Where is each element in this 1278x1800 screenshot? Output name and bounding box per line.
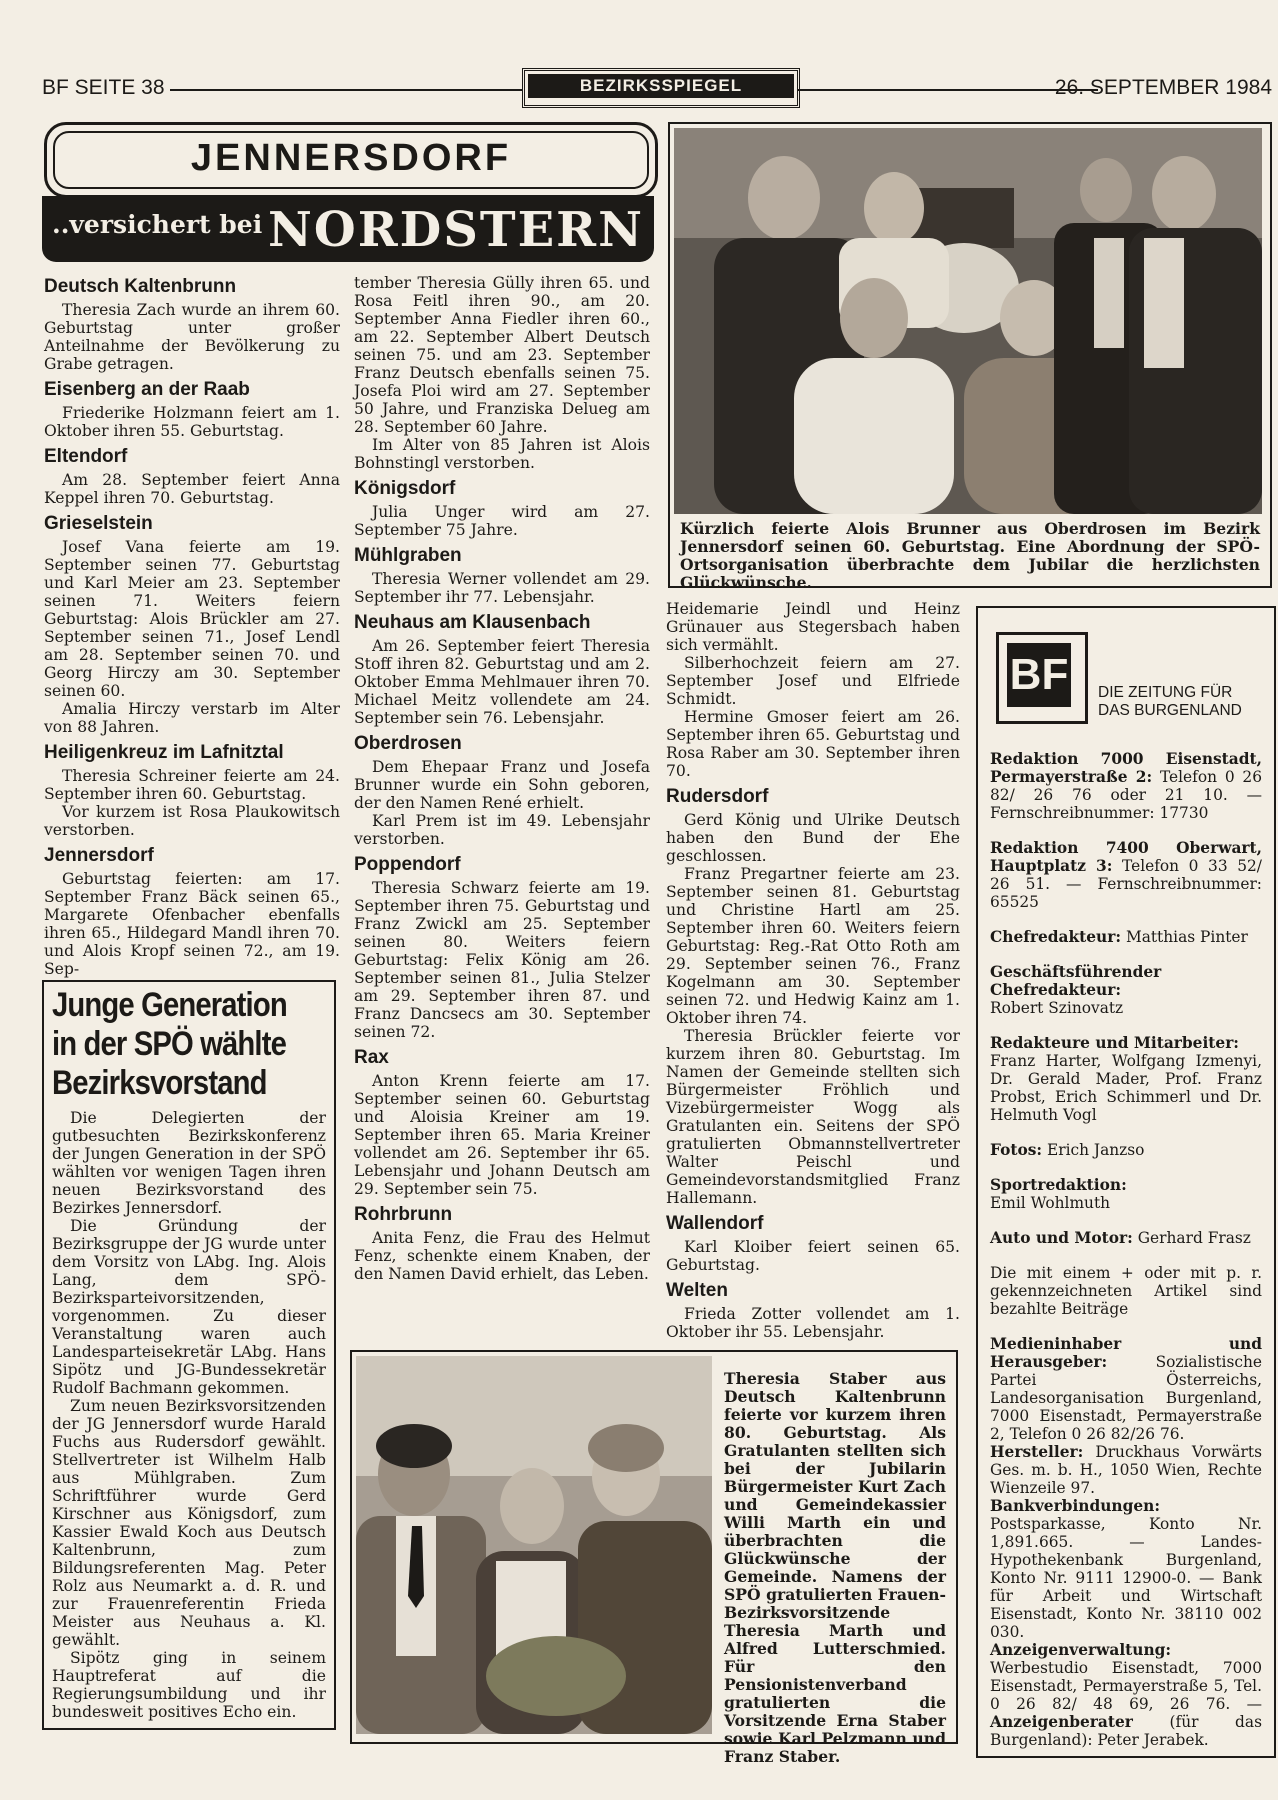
imp-value: Telefon 0 33 52/ 26 51. — Fernschreibnummer: 65525 — [990, 857, 1262, 911]
imp-label: Anzeigenverwaltung: — [990, 1641, 1172, 1659]
article-text: Zum neuen Bezirksvorsitzenden der JG Jennersdorf wurde Harald Fuchs aus Rudersdorf gewählt. Stellvertreter ist Wilhelm Halb aus Mühlgraben. Zum Schriftführer wurde Gerd Kirschner aus Königsdorf, zum Kassier Ewald Koch aus Deutsch Kaltenbrunn, zum Bildungsreferenten Mag. Peter Rolz aus Neumarkt a. d. R. und zur Frauenreferentin Frieda Meister aus Neuhaus a. Kl. gewählt. — [52, 1397, 326, 1649]
imp-label: Medieninhaber und Herausgeber: — [990, 1335, 1262, 1371]
imp-label: Redaktion 7400 Oberwart, Hauptplatz 3: — [990, 839, 1262, 875]
heading-oberdrosen: Oberdrosen — [354, 733, 462, 754]
article-text: Karl Kloiber feiert seinen 65. Geburtstag. — [666, 1238, 960, 1274]
article-text: Amalia Hirczy verstarb im Alter von 88 Jahren. — [44, 700, 340, 736]
column-2 — [354, 274, 650, 1283]
imp-label: Chefredakteur: — [990, 928, 1122, 946]
photo-bottom-caption: Theresia Staber aus Deutsch Kaltenbrunn feierte vor kurzem ihren 80. Geburtstag. Als Gratulanten stellten sich bei der Jubilarin Bürgermeister Kurt Zach und Gemeindekassier Willi Marth ein und überbrachten die Glückwünsche der Gemeinde. Namens der SPÖ gratulierten Frauen-Bezirksvorsitzende Theresia Marth und Alfred Lutterschmied. Für den Pensionistenverband gratulierten die Vorsitzende Erna Staber sowie Karl Pelzmann und Franz Staber. — [724, 1369, 946, 1766]
photo-top-image — [674, 128, 1262, 514]
banner-title: JENNERSDORF — [53, 131, 649, 189]
article-text: Silberhochzeit feiern am 27. September Josef und Elfriede Schmidt. — [666, 654, 960, 708]
heading-poppendorf: Poppendorf — [354, 854, 461, 875]
jg-headline: Junge Generation in der SPÖ wählte Bezirksvorstand — [52, 986, 287, 1102]
imp-value: Sozialistische Partei Österreichs, Landesorganisation Burgenland, 7000 Eisenstadt, Permayerstraße 2, Telefon 0 26 82/26 76. — [990, 1353, 1262, 1443]
imp-value: Robert Szinovatz — [990, 999, 1124, 1017]
article-text: Dem Ehepaar Franz und Josefa Brunner wurde ein Sohn geboren, der den Namen René erhielt. — [354, 758, 650, 812]
issue-date: 26. SEPTEMBER 1984 — [1054, 76, 1272, 99]
sponsor-name: NORDSTERN — [268, 202, 644, 258]
imp-note: Die mit einem + oder mit p. r. gekennzeichneten Artikel sind bezahlte Beiträge — [990, 1264, 1262, 1318]
article-text: Am 26. September feiert Theresia Stoff ihren 82. Geburtstag und am 2. Oktober Emma Mehlmauer ihren 70. Michael Meitz vollendete am 24. September sein 76. Lebensjahr. — [354, 637, 650, 727]
article-text: Friederike Holzmann feiert am 1. Oktober ihren 55. Geburtstag. — [44, 404, 340, 440]
page-header — [42, 68, 1274, 108]
banner-title-box — [44, 122, 658, 198]
sponsor-banner — [42, 196, 654, 262]
article-text: Im Alter von 85 Jahren ist Alois Bohnstingl verstorben. — [354, 436, 650, 472]
article-text: Karl Prem ist im 49. Lebensjahr verstorben. — [354, 812, 650, 848]
article-text: Frieda Zotter vollendet am 1. Oktober ihr 55. Lebensjahr. — [666, 1305, 960, 1341]
heading-rudersdorf: Rudersdorf — [666, 786, 769, 807]
article-text: Sipötz ging in seinem Hauptreferat auf die Regierungsumbildung und ihr bundesweit positives Echo ein. — [52, 1649, 326, 1721]
article-text: Theresia Schreiner feierte am 24. September ihren 60. Geburtstag. — [44, 767, 340, 803]
column-1 — [44, 276, 340, 978]
impressum-text — [990, 750, 1262, 1749]
heading-welten: Welten — [666, 1280, 728, 1301]
photo-bottom-image — [356, 1356, 712, 1734]
article-text: Am 28. September feiert Anna Keppel ihren 70. Geburtstag. — [44, 471, 340, 507]
heading-jennersdorf: Jennersdorf — [44, 845, 154, 866]
article-text: Heidemarie Jeindl und Heinz Grünauer aus Stegersbach haben sich vermählt. — [666, 600, 960, 654]
sponsor-prefix: ..versichert bei — [52, 210, 263, 239]
imp-label: Redaktion 7000 Eisenstadt, Permayerstraße 2: — [990, 750, 1262, 786]
heading-eltendorf: Eltendorf — [44, 446, 128, 467]
group-photo-brunner — [674, 128, 1262, 514]
imp-value: Druckhaus Vorwärts Ges. m. b. H., 1050 Wien, Rechte Wienzeile 97. — [990, 1443, 1262, 1497]
article-text: Die Delegierten der gutbesuchten Bezirkskonferenz der Jungen Generation in der SPÖ wählten vor wenigen Tagen ihren neuen Bezirksvorstand des Bezirkes Jennersdorf. — [52, 1109, 326, 1217]
imp-label: Bankverbindungen: — [990, 1497, 1161, 1515]
photo-bottom-frame — [350, 1350, 958, 1766]
column-3 — [666, 600, 960, 1341]
jg-article-box — [42, 980, 336, 1730]
impressum-box — [976, 606, 1276, 1758]
article-text: Theresia Zach wurde an ihrem 60. Geburtstag unter großer Anteilnahme der Bevölkerung zu Grabe getragen. — [44, 301, 340, 373]
article-text: Hermine Gmoser feiert am 26. September ihren 65. Geburtstag und Rosa Raber am 30. September ihren 70. — [666, 708, 960, 780]
group-photo-staber — [356, 1356, 712, 1734]
article-text: Theresia Werner vollendet am 29. September ihr 77. Lebensjahr. — [354, 570, 650, 606]
imp-value: Werbestudio Eisenstadt, 7000 Eisenstadt, Permayerstraße 5, Tel. 0 26 82/ 48 69, 26 76. — — [990, 1659, 1262, 1713]
article-text: Die Gründung der Bezirksgruppe der JG wurde unter dem Vorsitz von LAbg. Ing. Alois Lang, dem SPÖ-Bezirksparteivorsitzenden, vorgenommen. Zu dieser Veranstaltung waren auch Landesparteisekretär LAbg. Hans Sipötz und JG-Bundessekretär Rudolf Bachmann gekommen. — [52, 1217, 326, 1397]
imp-value: Telefon 0 26 82/ 26 76 oder 21 10. — Fernschreibnummer: 17730 — [990, 768, 1262, 822]
heading-grieselstein: Grieselstein — [44, 513, 153, 534]
imp-value: Erich Janzso — [1046, 1141, 1145, 1159]
article-text: Franz Pregartner feierte am 23. September seinen 81. Geburtstag und Christine Hartl am 25. September ihren 60. Weiters feiern Geburtstag: Reg.-Rat Otto Roth am 29. September seinen 76., Franz Kogelmann am 30. September seinen 72. und Hedwig Kainz am 1. Oktober ihren 74. — [666, 865, 960, 1027]
imp-value: Postsparkasse, Konto Nr. 1,891.665. — Landes-Hypothekenbank Burgenland, Konto Nr. 9111 12900-0. — Bank für Arbeit und Wirtschaft Eisenstadt, Konto Nr. 38110 002 030. — [990, 1515, 1262, 1641]
heading-rax: Rax — [354, 1047, 389, 1068]
article-text: Theresia Schwarz feierte am 19. September ihren 75. Geburtstag und Franz Zwickl am 25. September seinen 80. Weiters feiern Geburtstag: Felix König am 26. September seinen 81., Julia Stelzer am 29. September ihren 87. und Franz Dancsecs am 30. September seinen 72. — [354, 879, 650, 1041]
heading-neuhaus: Neuhaus am Klausenbach — [354, 612, 591, 633]
tagline-line-1: DIE ZEITUNG FÜR — [1098, 684, 1233, 701]
imp-value: (für das Burgenland): Peter Jerabek. — [990, 1713, 1262, 1749]
imp-label: Anzeigenberater — [990, 1713, 1133, 1731]
imp-value: Matthias Pinter — [1125, 928, 1248, 946]
heading-heiligenkreuz: Heiligenkreuz im Lafnitztal — [44, 742, 284, 763]
article-text: Gerd König und Ulrike Deutsch haben den Bund der Ehe geschlossen. — [666, 811, 960, 865]
tagline — [1098, 684, 1242, 720]
article-text: Vor kurzem ist Rosa Plaukowitsch verstorben. — [44, 803, 340, 839]
imp-label: Sportredaktion: — [990, 1176, 1127, 1194]
photo-top-frame — [668, 122, 1272, 592]
imp-value: Emil Wohlmuth — [990, 1194, 1111, 1212]
section-label: BEZIRKSSPIEGEL — [522, 68, 800, 108]
heading-deutsch-kaltenbrunn: Deutsch Kaltenbrunn — [44, 276, 237, 297]
bf-logo — [996, 632, 1088, 724]
imp-label: Auto und Motor: — [990, 1229, 1133, 1247]
imp-label: Hersteller: — [990, 1443, 1084, 1461]
imp-value: Franz Harter, Wolfgang Izmenyi, Dr. Gerald Mader, Prof. Franz Probst, Erich Schimmerl und Dr. Helmuth Vogl — [990, 1052, 1262, 1124]
bf-logo-text: BF — [1007, 643, 1071, 707]
article-text: Geburtstag feierten: am 17. September Franz Bäck seinen 65., Margarete Ofenbacher ebenfalls ihren 65., Hildegard Mandl ihren 70. und Alois Kropf seinen 72., am 19. Sep- — [44, 870, 340, 978]
tagline-line-2: DAS BURGENLAND — [1098, 702, 1242, 719]
article-text: Anita Fenz, die Frau des Helmut Fenz, schenkte einem Knaben, der den Namen David erhielt, das Leben. — [354, 1229, 650, 1283]
article-text: tember Theresia Gülly ihren 65. und Rosa Feitl ihren 90., am 20. September Anna Fiedler ihren 60., am 22. September Albert Deutsch seinen 75. und am 23. September Franz Deutsch ebenfalls seinen 75. Josefa Ploi wird am 27. September 50 Jahre, und Franziska Delueg am 28. September 60 Jahre. — [354, 274, 650, 436]
article-text: Theresia Brückler feierte vor kurzem ihren 80. Geburtstag. Im Namen der Gemeinde stellten sich Bürgermeister Fröhlich und Vizebürgermeister Wogg als Gratulanten ein. Seitens der SPÖ gratulierten Obmannstellvertreter Walter Peischl und Gemeindevorstandsmitglied Franz Hallemann. — [666, 1027, 960, 1207]
imp-label: Geschäftsführender Chefredakteur: — [990, 963, 1162, 999]
heading-muehlgraben: Mühlgraben — [354, 545, 462, 566]
article-text: Josef Vana feierte am 19. September seinen 77. Geburtstag und Karl Meier am 23. September seinen 71. Weiters feiern Geburtstag: Alois Brückler am 27. September seinen 71., Josef Lendl am 28. September seinen 70. und Georg Hirczy am 30. September seinen 60. — [44, 538, 340, 700]
imp-value: Gerhard Frasz — [1137, 1229, 1251, 1247]
article-text: Anton Krenn feierte am 17. September seinen 60. Geburtstag und Aloisia Kreiner am 19. September ihren 65. Maria Kreiner vollendet am 26. September ihr 65. Lebensjahr und Johann Deutsch am 29. September sein 75. — [354, 1072, 650, 1198]
heading-wallendorf: Wallendorf — [666, 1213, 764, 1234]
imp-label: Redakteure und Mitarbeiter: — [990, 1034, 1239, 1052]
photo-top-caption: Kürzlich feierte Alois Brunner aus Oberdrosen im Bezirk Jennersdorf seinen 60. Geburtstag. Eine Abordnung der SPÖ-Ortsorganisation überbrachte dem Jubilar die herzlichsten Glückwünsche. — [680, 519, 1260, 592]
heading-koenigsdorf: Königsdorf — [354, 478, 456, 499]
imp-label: Fotos: — [990, 1141, 1043, 1159]
heading-rohrbrunn: Rohrbrunn — [354, 1204, 453, 1225]
page-number: BF SEITE 38 — [42, 76, 165, 99]
article-text: Julia Unger wird am 27. September 75 Jahre. — [354, 503, 650, 539]
heading-eisenberg: Eisenberg an der Raab — [44, 379, 250, 400]
